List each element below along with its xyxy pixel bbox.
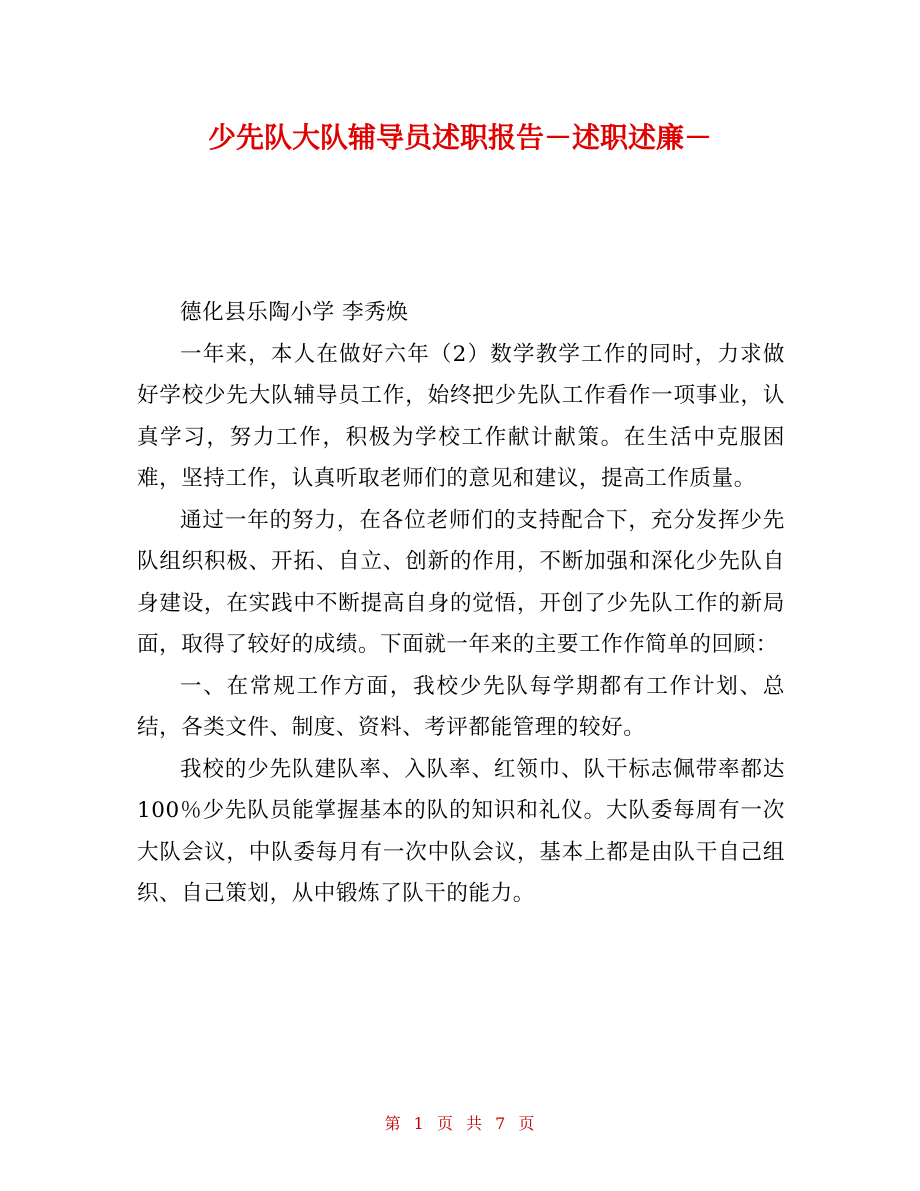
body-paragraph: 通过一年的努力，在各位老师们的支持配合下，充分发挥少先队组织积极、开拓、自立、创新的作用，不断加强和深化少先队自身建设，在实践中不断提高自身的觉悟，开创了少先队工作的新局面，取得了较好的成绩。下面就一年来的主要工作作简单的回顾： (137, 507, 785, 657)
body-paragraph: 一、在常规工作方面，我校少先队每学期都有工作计划、总结，各类文件、制度、资料、考评都能管理的较好。 (137, 673, 785, 740)
document-body (137, 292, 785, 915)
page-footer: 第 1 页 共 7 页 (384, 1114, 536, 1133)
author-line: 德化县乐陶小学 李秀焕 (180, 300, 409, 325)
document-title: 少先队大队辅导员述职报告－述职述廉－ (207, 121, 712, 154)
body-paragraph: 我校的少先队建队率、入队率、红领巾、队干标志佩带率都达100％少先队员能掌握基本的队的知识和礼仪。大队委每周有一次大队会议，中队委每月有一次中队会议，基本上都是由队干自己组织、自己策划，从中锻炼了队干的能力。 (137, 756, 785, 906)
body-paragraph: 一年来，本人在做好六年（2）数学教学工作的同时，力求做好学校少先大队辅导员工作，始终把少先队工作看作一项事业，认真学习，努力工作，积极为学校工作献计献策。在生活中克服困难，坚持工作，认真听取老师们的意见和建议，提高工作质量。 (137, 341, 785, 491)
